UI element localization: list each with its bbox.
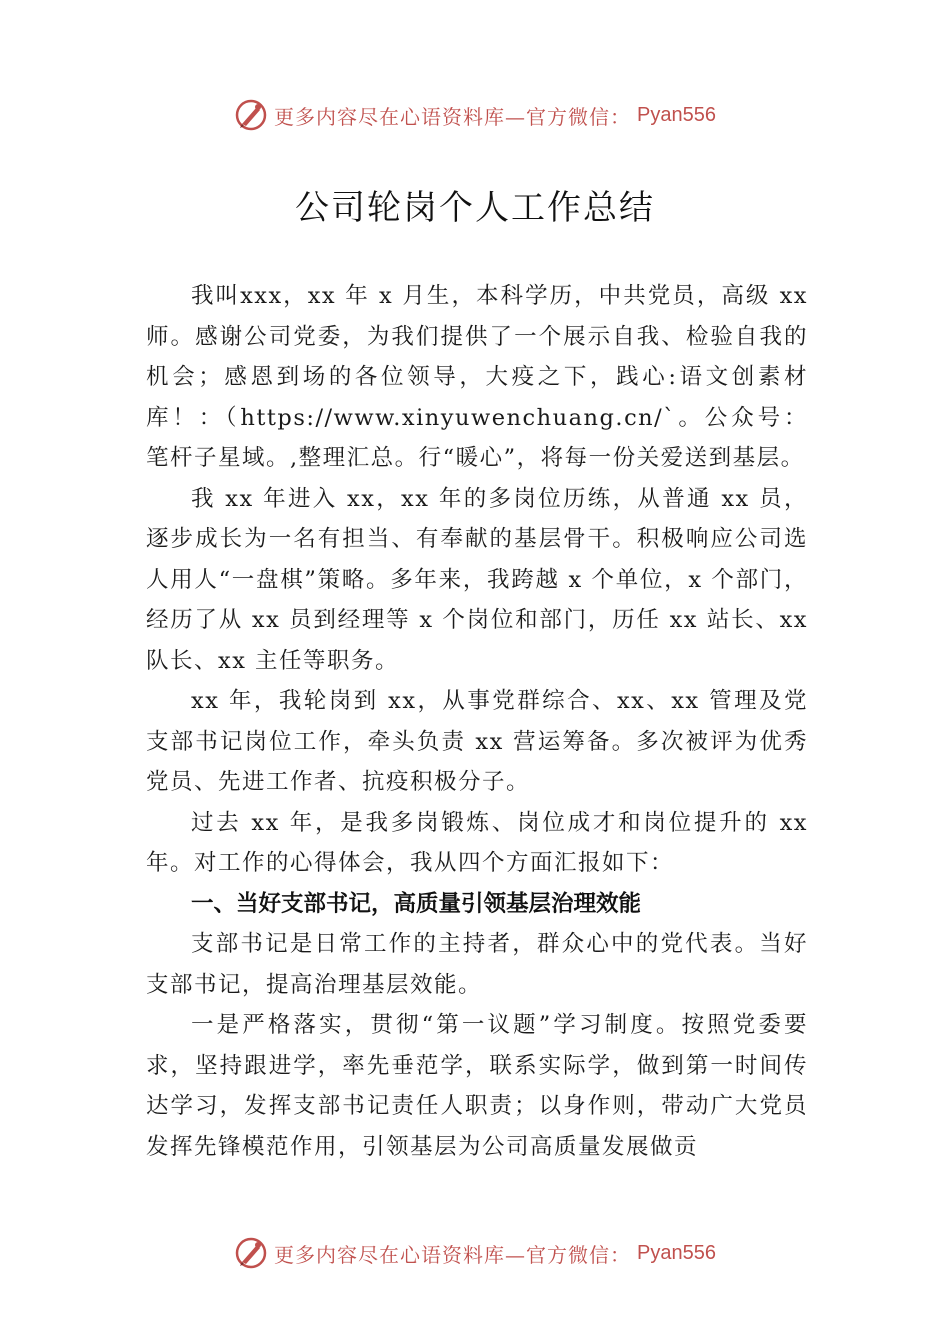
- pen-logo-icon: [234, 98, 268, 132]
- paragraph: 一是严格落实，贯彻“第一议题”学习制度。按照党委要求，坚持跟进学，率先垂范学，联系实际学，做到第一时间传达学习，发挥支部书记责任人职责；以身作则，带动广大党员发挥先锋模范作用，引领基层为公司高质量发展做贡: [146, 1012, 808, 1160]
- watermark-footer: [0, 1231, 950, 1275]
- watermark-text: 更多内容尽在心语资料库—官方微信：: [274, 1242, 632, 1267]
- watermark-wechat-id: Pyan556: [637, 1241, 716, 1264]
- paragraph: 我 xx 年进入 xx，xx 年的多岗位历练，从普通 xx 员，逐步成长为一名有担当、有奉献的基层骨干。积极响应公司选人用人“一盘棋”策略。多年来，我跨越 x 个单位，x 个部门，经历了从 xx 员到经理等 x 个岗位和部门，历任 xx 站长、xx 队长、xx 主任等职务。: [146, 485, 808, 674]
- section-heading: 一、当好支部书记，高质量引领基层治理效能: [191, 890, 642, 917]
- document-body: [146, 276, 808, 1167]
- paragraph: 过去 xx 年，是我多岗锻炼、岗位成才和岗位提升的 xx 年。对工作的心得体会，我从四个方面汇报如下：: [146, 809, 808, 876]
- document-title: 公司轮岗个人工作总结: [295, 188, 655, 228]
- watermark-wechat-id: Pyan556: [637, 103, 716, 126]
- pen-logo-icon: [234, 1236, 268, 1270]
- paragraph: xx 年，我轮岗到 xx，从事党群综合、xx、xx 管理及党支部书记岗位工作，牵头负责 xx 营运筹备。多次被评为优秀党员、先进工作者、抗疫积极分子。: [146, 688, 808, 795]
- watermark-header: [0, 93, 950, 137]
- watermark-text: 更多内容尽在心语资料库—官方微信：: [274, 104, 632, 129]
- paragraph: 支部书记是日常工作的主持者，群众心中的党代表。当好支部书记，提高治理基层效能。: [146, 931, 808, 998]
- paragraph: 我叫xxx，xx 年 x 月生，本科学历，中共党员，高级 xx 师。感谢公司党委，为我们提供了一个展示自我、检验自我的机会；感恩到场的各位领导，大疫之下，践心:语文创素材库！：（https://www.xinyuwenchuang.cn/`。公众号：笔杆子星域。,整理汇总。行“暖心”，将每一份关爱送到基层。: [146, 283, 808, 471]
